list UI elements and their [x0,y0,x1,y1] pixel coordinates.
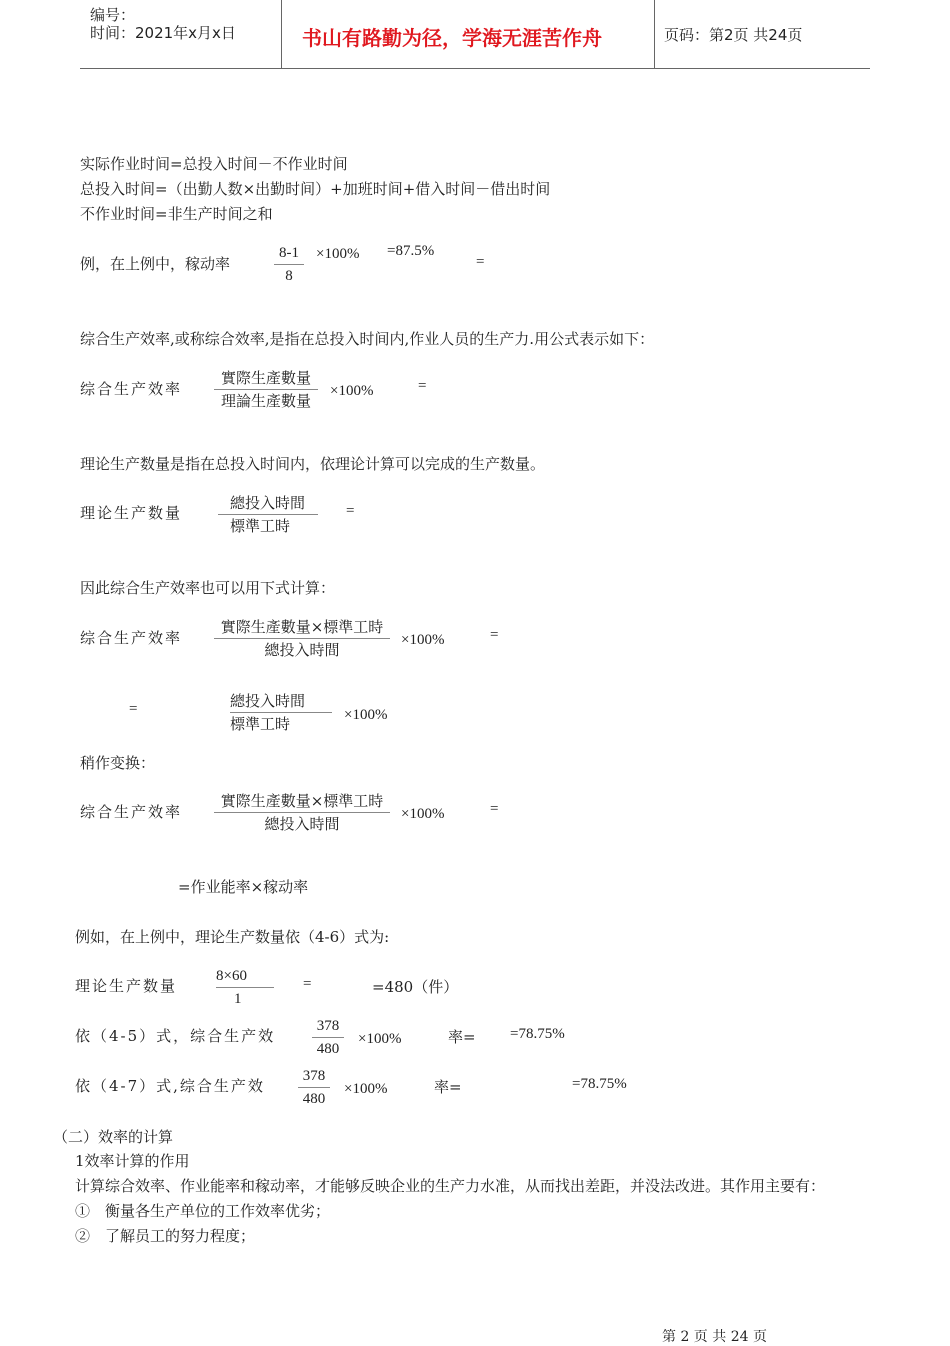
fraction [214,617,390,660]
header-divider [281,0,282,68]
paragraph: 稍作变换： [80,754,156,772]
fraction-denominator: 標準工時 [230,715,291,733]
fraction-bar [214,638,390,639]
fraction-bar [216,987,274,988]
header-divider [654,0,655,68]
formula-label: 依（4-5）式，综合生产效 [75,1027,276,1045]
fraction [274,243,304,286]
fraction-bar [298,1087,330,1088]
equals-sign: = [490,801,499,817]
multiplier: ×100% [330,383,374,399]
fraction-numerator: 總投入時間 [230,692,306,710]
result: =78.75% [510,1026,565,1042]
fraction-numerator: 實際生產數量 [220,369,311,387]
fraction [298,1066,330,1109]
fraction-denominator: 8 [285,268,293,284]
fraction [218,493,318,536]
fraction-denominator: 480 [316,1041,340,1057]
equals-sign: = [490,627,499,643]
paragraph: 综合生产效率,或称综合效率,是指在总投入时间内,作业人员的生产力.用公式表示如下： [80,330,655,348]
page-footer: 第 2 页 共 24 页 [662,1329,767,1345]
serial-label: 编号： [90,6,136,24]
paragraph: 例如，在上例中，理论生产数量依（4-6）式为: [75,928,390,946]
multiplier: ×100% [344,707,388,723]
page-header [80,0,870,69]
formula-label: 综合生产效率 [80,629,183,647]
multiplier: ×100% [358,1031,402,1047]
fraction-numerator: 實際生產數量×標準工時 [220,792,384,810]
fraction [216,966,274,1009]
page-info: 页码：第2页 共24页 [664,26,803,44]
paragraph: 理论生产数量是指在总投入时间内，依理论计算可以完成的生产数量。 [80,455,546,473]
time-label: 时间：2021年x月x日 [90,24,236,42]
subsection-heading: 1效率计算的作用 [75,1152,190,1170]
fraction-numerator: 8-1 [279,245,299,261]
paragraph: 因此综合生产效率也可以用下式计算： [80,579,336,597]
fraction [312,1016,344,1059]
multiplier: ×100% [316,246,360,262]
equals-sign: = [418,378,427,394]
formula-label: 综合生产效率 [80,803,183,821]
multiplier: ×100% [401,632,445,648]
definition-line: 总投入时间=（出勤人数×出勤时间）+加班时间+借入时间－借出时间 [80,180,551,198]
fraction-denominator: 1 [234,991,242,1007]
formula-label: 依（4-7）式,综合生产效 [75,1077,265,1095]
definition-line: 实际作业时间=总投入时间－不作业时间 [80,155,348,173]
formula-label: 综合生产效率 [80,380,183,398]
multiplier: ×100% [401,806,445,822]
fraction-bar [230,712,332,713]
motto: 书山有路勤为径，学海无涯苦作舟 [302,26,602,50]
formula-label: 理论生产数量 [80,504,183,522]
equals-sign: = [476,254,485,270]
definition-line: 不作业时间=非生产时间之和 [80,205,273,223]
result: =78.75% [572,1076,627,1092]
formula-label: 理论生产数量 [75,977,178,995]
fraction-denominator: 標準工時 [230,517,291,535]
rate-label: 率= [448,1028,476,1046]
result: =87.5% [387,243,435,259]
fraction [214,368,318,411]
fraction-denominator: 總投入時間 [264,641,340,659]
fraction-numerator: 實際生產數量×標準工時 [220,618,384,636]
fraction-denominator: 總投入時間 [264,815,340,833]
fraction-denominator: 理論生產數量 [220,392,311,410]
list-item: ② 了解员工的努力程度； [75,1227,256,1245]
result: =作业能率×稼动率 [178,878,309,896]
rate-label: 率= [434,1078,462,1096]
list-item: ① 衡量各生产单位的工作效率优劣； [75,1202,331,1220]
fraction [214,791,390,834]
equals-sign: = [303,976,312,992]
fraction [230,691,332,734]
multiplier: ×100% [344,1081,388,1097]
paragraph: 计算综合效率、作业能率和稼动率，才能够反映企业的生产力水准，从而找出差距，并没法改进。其作用主要有： [75,1177,826,1195]
fraction-bar [214,812,390,813]
fraction-bar [214,389,318,390]
fraction-bar [218,514,318,515]
fraction-denominator: 480 [302,1091,326,1107]
equals-sign: = [346,503,355,519]
fraction-numerator: 378 [302,1068,326,1084]
fraction-numerator: 378 [316,1018,340,1034]
fraction-numerator: 總投入時間 [230,494,306,512]
fraction-bar [312,1037,344,1038]
result: =480（件） [372,978,459,996]
section-heading: （二）效率的计算 [53,1128,174,1146]
fraction-numerator: 8×60 [216,968,247,984]
fraction-bar [274,264,304,265]
example-label: 例，在上例中，稼动率 [80,255,231,273]
equals-sign: = [129,701,138,717]
